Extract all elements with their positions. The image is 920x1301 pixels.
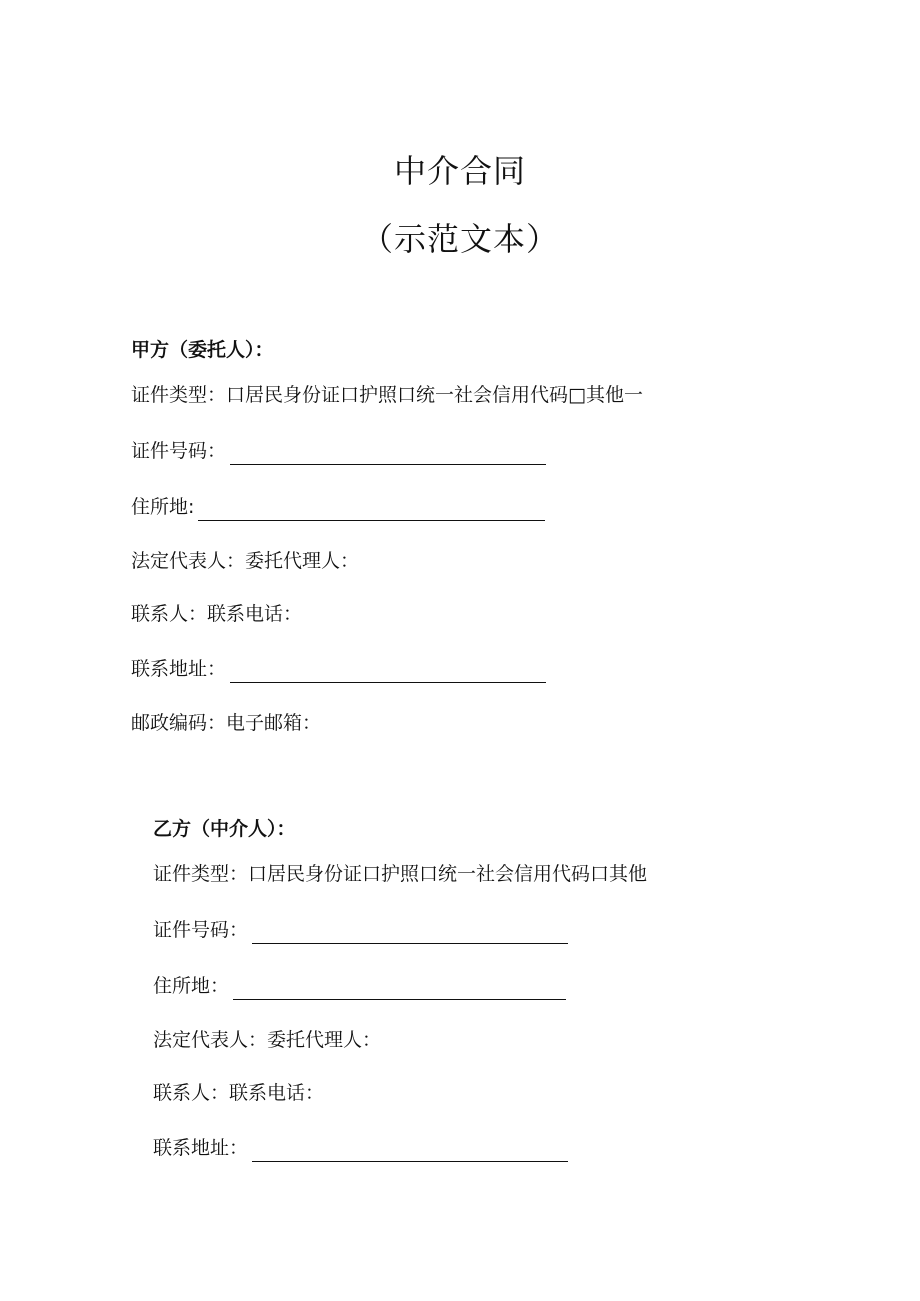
party-b-id-number-field[interactable] (252, 923, 568, 944)
document-title: 中介合同 (393, 152, 526, 190)
party-a-id-number-field[interactable] (230, 444, 546, 465)
party-a-id-type: 证件类型：口居民身份证口护照口统一社会信用代码□其他一 (131, 384, 643, 406)
party-a-address-row (131, 493, 545, 521)
party-a-address-label: 住所地: (131, 496, 195, 518)
party-a-address-field[interactable] (198, 500, 545, 521)
party-b-representative: 法定代表人：委托代理人： (153, 1029, 382, 1051)
party-b-contact-address-label: 联系地址： (153, 1137, 249, 1159)
party-a-id-number-row (131, 437, 546, 465)
party-b-address-row (153, 972, 566, 1000)
party-b-contact: 联系人：联系电话： (153, 1082, 325, 1104)
document-subtitle: （示范文本） (360, 220, 559, 258)
party-b-id-number-row (153, 916, 568, 944)
party-a-contact-address-label: 联系地址： (131, 658, 227, 680)
party-b-heading: 乙方（中介人）： (153, 818, 296, 840)
party-b-address-field[interactable] (233, 979, 566, 1000)
party-a-contact: 联系人：联系电话： (131, 603, 303, 625)
party-b-contact-address-field[interactable] (252, 1141, 568, 1162)
party-a-representative: 法定代表人：委托代理人： (131, 550, 360, 572)
party-a-heading: 甲方（委托人）： (131, 339, 274, 361)
party-a-postal: 邮政编码：电子邮箱： (131, 712, 322, 734)
party-b-id-type: 证件类型：口居民身份证口护照口统一社会信用代码口其他 (153, 863, 648, 885)
party-b-id-number-label: 证件号码： (153, 919, 249, 941)
party-a-contact-address-field[interactable] (230, 662, 546, 683)
party-b-address-label: 住所地： (153, 975, 230, 997)
party-a-contact-address-row (131, 655, 546, 683)
party-b-contact-address-row (153, 1134, 568, 1162)
party-a-id-number-label: 证件号码： (131, 440, 227, 462)
